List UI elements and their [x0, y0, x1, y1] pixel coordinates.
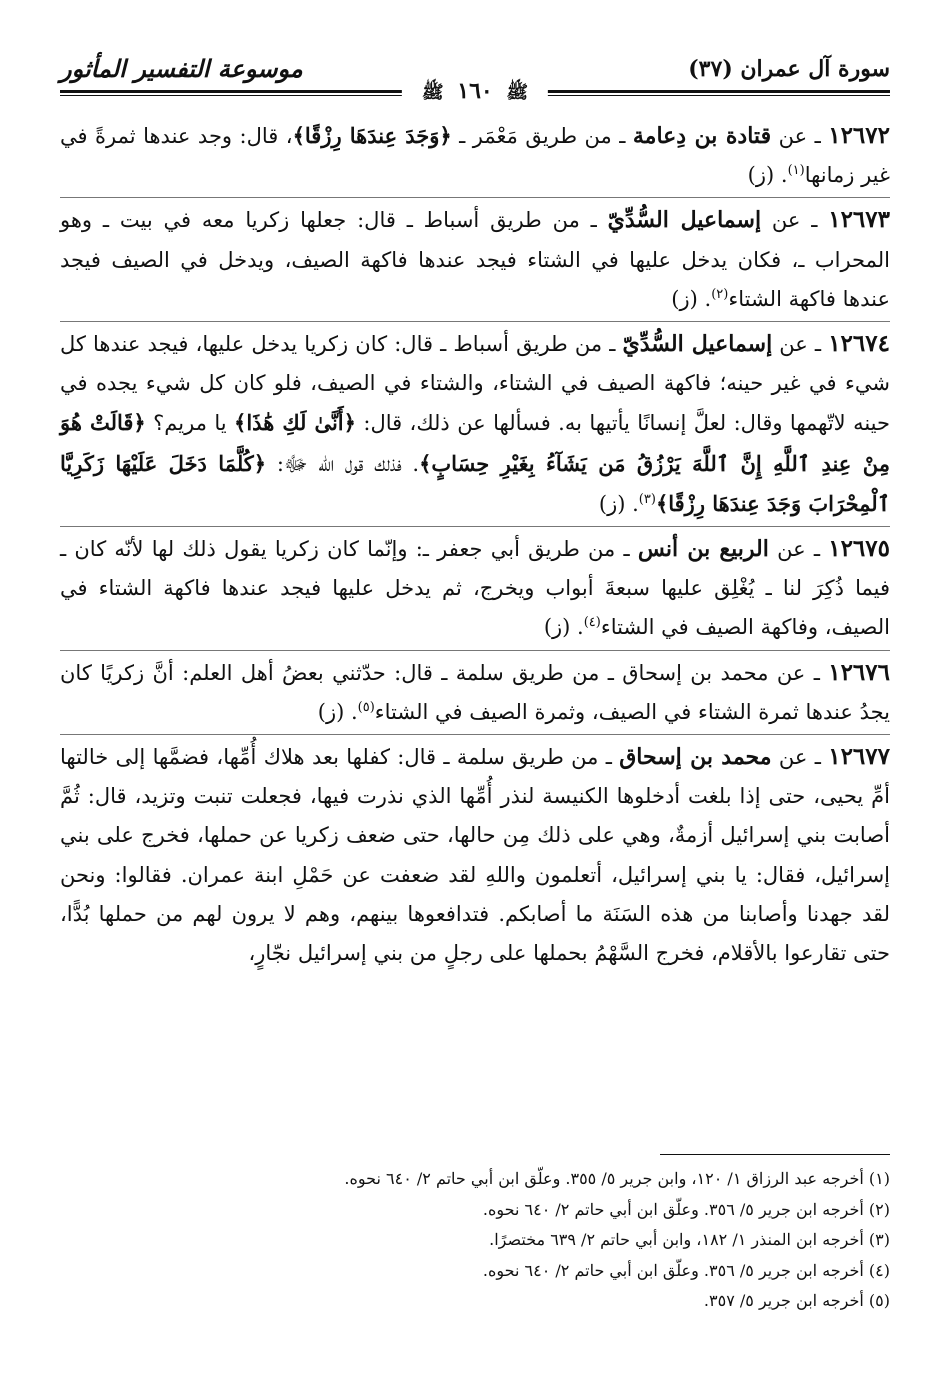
quran-quote: ﴿قَالَتْ هُوَ مِنْ عِندِ ٱللَّهِ إِنَّ ٱللَّهَ يَرْزُقُ مَن يَشَآءُ بِغَيْرِ حِسَابٍ﴾ [60, 410, 890, 476]
entry-text: ـ من طريق سلمة ـ قال: كفلها بعد هلاك أُمِّها، فضمَّها إلى خالتها أمِّ يحيى، حتى إذا بلغت أدخلوها الكنيسة لنذر أُمِّها الذي نذرت فيها، فجعلت تنبت وتزيد، قال: ثُمَّ أصابت بني إسرائيل أزمةٌ، وهي على ذلك مِن حالها، حتى ضعف زكريا عن حملها، فخرج على بني إسرائيل، فقال: يا بني إسرائيل، أتعلمون واللهِ لقد ضعفت عن حَمْلِ ابنة عمران. فقالوا: ونحن لقد جهدنا وأصابنا من هذه السَنَة ما أصابكم. فتدافعوها بينهم، وهم لا يرون لهم من حملها بُدًّا، حتى تقارعوا بالأقلام، فخرج السَّهْمُ بحملها على رجلٍ من بني إسرائيل نجّارٍ، [60, 745, 890, 966]
entry-end: . (ز) [747, 163, 788, 188]
entry-end: . (ز) [317, 699, 358, 724]
entry-text: ـ عن [772, 332, 829, 357]
narrator-name: محمد بن إسحاق [622, 660, 769, 685]
entry-12672 [60, 116, 890, 197]
footnote-ref: (٥) [357, 699, 375, 715]
footnote-separator [660, 1154, 890, 1155]
entry-number: ١٢٦٧٣ [828, 206, 890, 234]
entry-text: ـ من طريق أبي جعفر ـ: وإنّما كان زكريا يقول ذلك لها لأنّه كان ـ فيما ذُكِرَ لنا ـ يُغْلِق عليها سبعةَ أبواب ويخرج، ثم يدخل عليها فيجد عندها فاكهة الشتاء في الصيف، وفاكهة الصيف في الشتاء [60, 537, 890, 640]
entry-text: ـ عن [761, 208, 829, 233]
page-header [60, 44, 890, 108]
entry-text: . فذلك قول الله ﷻ: [266, 451, 420, 476]
ornament-left-icon: ﷺ [421, 82, 444, 103]
footnote-ref: (٣) [638, 491, 656, 507]
main-text [60, 116, 890, 975]
entry-12675 [60, 526, 890, 650]
footnote-3: (٣) أخرجه ابن المنذر ١/ ١٨٢، وابن أبي حاتم ٢/ ٦٣٩ مختصرًا. [489, 1230, 890, 1249]
entry-end: . (ز) [671, 286, 712, 311]
entry-number: ١٢٦٧٧ [828, 743, 890, 771]
entry-text: يا مريم؟ [145, 411, 235, 436]
entry-number: ١٢٦٧٢ [828, 122, 890, 149]
ornament-right-icon: ﷺ [506, 82, 529, 103]
quran-quote: ﴿وَجَدَ عِندَهَا رِزْقًا﴾ [292, 123, 452, 148]
narrator-name: قتادة بن دِعامة [632, 123, 772, 149]
entry-text: ـ عن [771, 745, 829, 770]
entry-12677 [60, 734, 890, 975]
page-number: ١٦٠ [457, 78, 493, 104]
footnote-ref: (٢) [711, 286, 729, 302]
footnotes [60, 1164, 890, 1317]
entry-12674 [60, 321, 890, 526]
entry-end: . (ز) [543, 615, 584, 640]
narrator-name: الربيع بن أنس [637, 536, 769, 563]
book-title: موسوعة التفسير المأثور [60, 54, 303, 83]
quran-quote: ﴿أَنَّىٰ لَكِ هَٰذَا﴾ [234, 410, 356, 436]
narrator-name: إسماعيل السُّدِّيّ [622, 331, 773, 358]
entry-number: ١٢٦٧٤ [828, 330, 890, 358]
footnote-2: (٢) أخرجه ابن جرير ٥/ ٣٥٦. وعلّق ابن أبي حاتم ٢/ ٦٤٠ نحوه. [482, 1199, 890, 1219]
entry-text: ـ من طريق أسباط ـ قال: كان زكريا يدخل عليها، فيجد عندها كل شيء في غير حينه؛ فاكهة الصيف في الشتاء، والشتاء في الصيف، فلو كان كل شيء يجده في حينه لاتّهمها وقال: لعلَّ إنسانًا يأتيها به. فسألها عن ذلك، قال: [60, 332, 890, 436]
entry-text: ـ من طريق مَعْمَر ـ [451, 124, 633, 148]
entry-text: ـ عن [768, 537, 829, 562]
entry-text: ـ من طريق سلمة ـ قال: حدّثني بعضُ أهل العلم: أنَّ زكريًا كان يجدُ عندها ثمرة الشتاء في الصيف، وثمرة الصيف في الشتاء [60, 660, 890, 724]
narrator-name: محمد بن إسحاق [619, 744, 772, 771]
entry-text: ، قال: وجد عندها ثمرةً في غير زمانها [60, 124, 890, 188]
narrator-name: إسماعيل السُّدِّيّ [607, 207, 762, 234]
quran-quote: ﴿كُلَّمَا دَخَلَ عَلَيْهَا زَكَرِيَّا ٱلْمِحْرَابَ وَجَدَ عِندَهَا رِزْقًا﴾ [60, 450, 890, 516]
footnote-1: (١) أخرجه عبد الرزاق ١/ ١٢٠، وابن جرير ٥/ ٣٥٥. وعلّق ابن أبي حاتم ٢/ ٦٤٠ نحوه. [344, 1169, 890, 1188]
entry-number: ١٢٦٧٦ [828, 658, 890, 686]
footnote-4: (٤) أخرجه ابن جرير ٥/ ٣٥٦. وعلّق ابن أبي حاتم ٢/ ٦٤٠ نحوه. [482, 1260, 890, 1280]
page [60, 44, 890, 1344]
footnote-5: (٥) أخرجه ابن جرير ٥/ ٣٥٧. [703, 1291, 890, 1310]
entry-12673 [60, 197, 890, 321]
page-number-box [402, 78, 548, 107]
footnote-ref: (٤) [583, 615, 601, 631]
surah-title: سورة آل عمران (٣٧) [688, 56, 890, 82]
entry-text: ـ من طريق أسباط ـ قال: جعلها زكريا معه في بيت ـ وهو المحراب ـ، فكان يدخل عليها في الشتاء فيجد عندها فاكهة الصيف، ويدخل في الصيف فيجد عندها فاكهة الشتاء [60, 208, 890, 311]
entry-12676 [60, 650, 890, 734]
entry-number: ١٢٦٧٥ [828, 535, 890, 563]
entry-text: ـ عن [768, 660, 829, 685]
footnote-ref: (١) [787, 163, 805, 179]
entry-end: . (ز) [598, 491, 639, 516]
entry-text: ـ عن [771, 124, 829, 148]
